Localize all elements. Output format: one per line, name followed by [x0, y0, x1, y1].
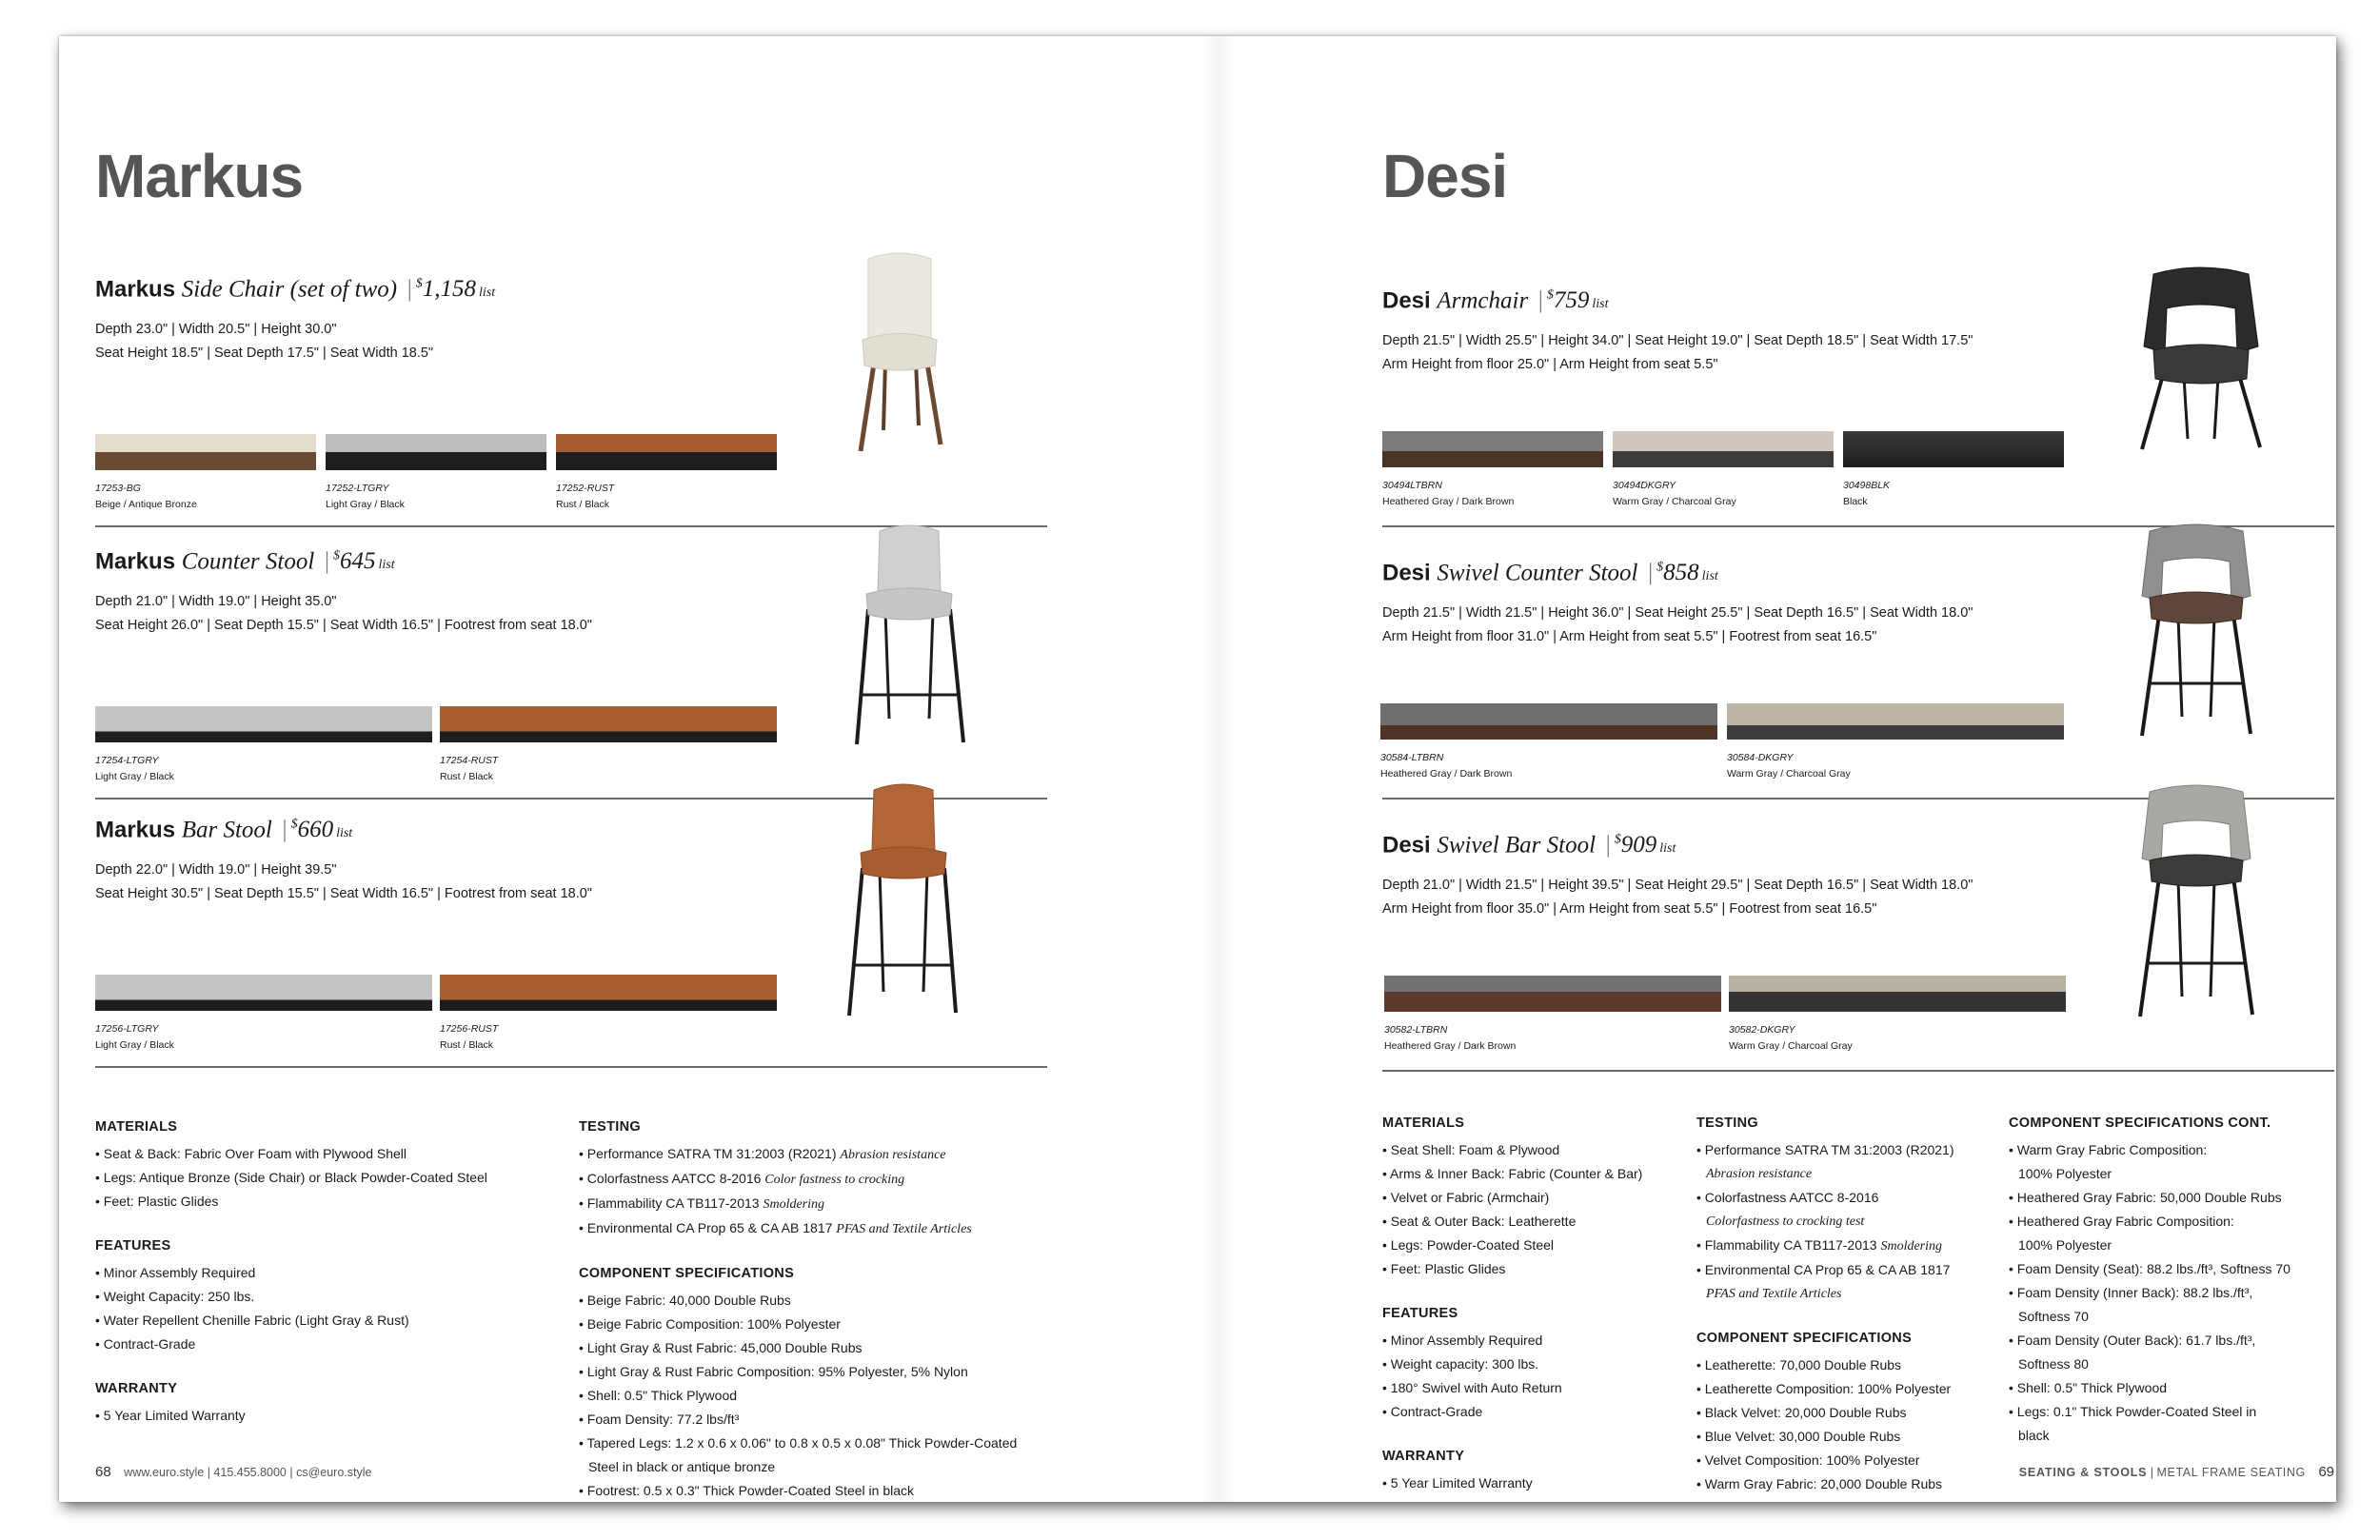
spec-item: • Leatherette Composition: 100% Polyester: [1696, 1381, 1952, 1396]
spec-item: • Heathered Gray Fabric Composition:: [2009, 1214, 2234, 1229]
swatch-color: Light Gray / Black: [326, 499, 405, 510]
product-title: [1382, 282, 1609, 319]
spec-item: • Minor Assembly Required: [95, 1265, 256, 1280]
warranty-heading: WARRANTY: [1382, 1449, 1465, 1464]
spec-item-continued: Steel in black or antique bronze: [588, 1459, 776, 1474]
list-label: list: [1659, 841, 1676, 857]
product-dimensions: [95, 318, 433, 365]
product-model: Swivel Bar Stool: [1437, 832, 1597, 859]
spec-item: • Foam Density (Inner Back): 88.2 lbs./ft³,: [2009, 1285, 2253, 1300]
swatch-color: Warm Gray / Charcoal Gray: [1729, 1040, 1853, 1052]
page-gutter: [1200, 36, 1238, 1502]
product-dimensions: [95, 859, 592, 906]
spec-item: • Footrest: 0.5 x 0.3" Thick Powder-Coated Steel in black: [579, 1483, 915, 1498]
product-bar-stool: [95, 811, 1047, 1070]
fabric-swatch: [1843, 431, 2064, 507]
spec-item: • Light Gray & Rust Fabric Composition: 95% Polyester, 5% Nylon: [579, 1364, 968, 1379]
swatch-color: Black: [1843, 496, 1868, 507]
swatch-color: Warm Gray / Charcoal Gray: [1613, 496, 1736, 507]
spec-item: • 180° Swivel with Auto Return: [1382, 1380, 1562, 1395]
swatch-code: 17252-LTGRY: [326, 483, 389, 494]
product-price: $645: [333, 548, 376, 575]
materials-heading: MATERIALS: [1382, 1116, 1465, 1131]
spec-column-1: [1382, 1116, 1642, 1520]
spec-column-2: [1696, 1116, 1954, 1521]
product-price: $660: [290, 817, 334, 843]
page-left: [95, 36, 1200, 1502]
spec-item: • Colorfastness AATCC 8-2016 Color fastness to crocking: [579, 1171, 905, 1187]
materials-heading: MATERIALS: [95, 1119, 178, 1135]
warranty-heading: WARRANTY: [95, 1381, 178, 1396]
page-title: Markus: [95, 142, 304, 210]
swatch-code: 17256-RUST: [440, 1023, 499, 1035]
swatch-rust-black: [440, 706, 777, 742]
product-model: Side Chair (set of two): [181, 276, 398, 303]
section-divider: [95, 1066, 1047, 1068]
spec-item: • Shell: 0.5" Thick Plywood: [2009, 1380, 2168, 1395]
dimensions-line-2: Seat Height 18.5" | Seat Depth 17.5" | Seat Width 18.5": [95, 346, 434, 361]
swatch-lightgray-black: [95, 975, 432, 1011]
dimensions-line-2: Arm Height from floor 31.0" | Arm Height from seat 5.5" | Footrest from seat 16.5": [1382, 629, 1877, 644]
spec-item: • Beige Fabric Composition: 100% Polyester: [579, 1316, 841, 1332]
product-model: Swivel Counter Stool: [1437, 560, 1638, 586]
swatch-warm-gray-charcoal: [1727, 703, 2064, 740]
product-title: [1382, 826, 1676, 863]
spec-item-continued: 100% Polyester: [2018, 1237, 2112, 1253]
swatch-color: Heathered Gray / Dark Brown: [1380, 768, 1513, 780]
product-brand: Desi: [1382, 832, 1431, 859]
product-swivel-counter-stool: [1382, 554, 2334, 803]
spec-item: • Colorfastness AATCC 8-2016: [1696, 1190, 1879, 1205]
counter-stool-image: [847, 523, 971, 752]
fabric-swatch: [95, 434, 316, 510]
swatch-code: 17252-RUST: [556, 483, 615, 494]
spec-item: • Flammability CA TB117-2013 Smoldering: [1696, 1237, 1943, 1254]
features-list: [1382, 1329, 1642, 1424]
swatch-warm-gray-charcoal: [1729, 976, 2066, 1012]
product-counter-stool: [95, 543, 1047, 801]
page-title: Desi: [1382, 142, 1508, 210]
component-specs-list: [579, 1289, 1017, 1503]
page-footer-left: [95, 1464, 371, 1480]
component-specs-heading: COMPONENT SPECIFICATIONS: [579, 1266, 795, 1281]
product-model: Counter Stool: [181, 548, 315, 575]
product-price: $909: [1614, 832, 1657, 859]
title-divider: |: [282, 817, 288, 843]
spec-item: • Performance SATRA TM 31:2003 (R2021) Abrasion resistance: [579, 1146, 946, 1162]
swatch-lightgray-black: [95, 706, 432, 742]
list-label: list: [1701, 569, 1718, 584]
spec-item: • Velvet or Fabric (Armchair): [1382, 1190, 1550, 1205]
swatch-code: 17254-LTGRY: [95, 755, 159, 766]
dimensions-line-1: Depth 22.0" | Width 19.0" | Height 39.5": [95, 862, 337, 878]
spec-item: • Warm Gray Fabric Composition:: [2009, 1142, 2208, 1157]
swatch-heathered-gray-brown: [1380, 703, 1717, 740]
title-divider: |: [324, 548, 329, 575]
spec-item: • Legs: Powder-Coated Steel: [1382, 1237, 1555, 1253]
section-divider: [1382, 1070, 2334, 1072]
swatch-color: Rust / Black: [556, 499, 610, 510]
swatch-color: Heathered Gray / Dark Brown: [1382, 496, 1515, 507]
list-label: list: [336, 826, 353, 841]
product-price: $1,158: [415, 276, 477, 303]
product-swivel-bar-stool: [1382, 826, 2334, 1076]
swatch-code: 30582-LTBRN: [1384, 1024, 1448, 1036]
spec-item: • Performance SATRA TM 31:2003 (R2021): [1696, 1142, 1954, 1157]
swatch-code: 30494DKGRY: [1613, 480, 1676, 491]
spec-item-note: Colorfastness to crocking test: [1706, 1214, 1865, 1229]
product-price: $759: [1546, 287, 1590, 314]
side-chair-image: [828, 249, 971, 459]
subsection-name: METAL FRAME SEATING: [2156, 1466, 2306, 1479]
fabric-swatch: [1384, 976, 1721, 1052]
fabric-swatch: [440, 975, 777, 1051]
swatch-code: 17254-RUST: [440, 755, 499, 766]
spec-item: • Leatherette: 70,000 Double Rubs: [1696, 1357, 1902, 1372]
spec-item-continued: black: [2018, 1428, 2050, 1443]
dimensions-line-2: Arm Height from floor 25.0" | Arm Height from seat 5.5": [1382, 357, 1718, 372]
swatch-color: Light Gray / Black: [95, 771, 174, 782]
fabric-swatch: [1729, 976, 2066, 1052]
fabric-swatch: [1727, 703, 2064, 780]
testing-list: [1696, 1138, 1954, 1306]
product-side-chair: [95, 270, 1047, 529]
fabric-swatch: [1613, 431, 1834, 507]
swatch-code: 30494LTBRN: [1382, 480, 1442, 491]
swatch-code: 30584-LTBRN: [1380, 752, 1444, 763]
product-dimensions: [1382, 874, 1973, 921]
swatch-code: 30498BLK: [1843, 480, 1891, 491]
product-model: Bar Stool: [181, 817, 272, 843]
swivel-bar-stool-image: [2125, 782, 2268, 1020]
spec-item: • Weight capacity: 300 lbs.: [1382, 1356, 1539, 1372]
dimensions-line-1: Depth 21.0" | Width 21.5" | Height 39.5" | Seat Height 29.5" | Seat Depth 16.5" | Seat Width 18.0": [1382, 878, 1973, 893]
product-title: [95, 811, 352, 848]
spec-item: • Seat & Outer Back: Leatherette: [1382, 1214, 1577, 1229]
product-brand: Markus: [95, 817, 176, 843]
fabric-swatch: [440, 706, 777, 782]
swatch-color: Warm Gray / Charcoal Gray: [1727, 768, 1851, 780]
catalog-spread: [59, 36, 2336, 1502]
bar-stool-image: [842, 782, 965, 1020]
product-armchair: [1382, 282, 2334, 531]
fabric-swatch: [95, 975, 432, 1051]
dimensions-line-2: Arm Height from floor 35.0" | Arm Height from seat 5.5" | Footrest from seat 16.5": [1382, 901, 1877, 917]
swatch-code: 30584-DKGRY: [1727, 752, 1794, 763]
dimensions-line-2: Seat Height 30.5" | Seat Depth 15.5" | Seat Width 16.5" | Footrest from seat 18.0": [95, 886, 592, 901]
product-title: [1382, 554, 1718, 591]
product-model: Armchair: [1437, 287, 1529, 314]
swatch-heathered-gray-brown: [1382, 431, 1603, 467]
spec-item: • Blue Velvet: 30,000 Double Rubs: [1696, 1429, 1901, 1444]
spec-item: • Foam Density (Seat): 88.2 lbs./ft³, Softness 70: [2009, 1261, 2291, 1276]
spec-column-3: [2009, 1116, 2291, 1472]
swatch-color: Light Gray / Black: [95, 1039, 174, 1051]
swatch-warm-gray-charcoal: [1613, 431, 1834, 467]
list-label: list: [479, 286, 496, 301]
spec-item: • Feet: Plastic Glides: [95, 1194, 219, 1209]
dimensions-line-1: Depth 21.5" | Width 25.5" | Height 34.0" | Seat Height 19.0" | Seat Depth 18.5" | Seat Width 17.5": [1382, 333, 1973, 348]
spec-item: • Seat Shell: Foam & Plywood: [1382, 1142, 1560, 1157]
spec-item: • Weight Capacity: 250 lbs.: [95, 1289, 255, 1304]
spec-column-2: [579, 1119, 1017, 1528]
spec-item-note: Abrasion resistance: [1706, 1167, 1813, 1181]
materials-list: [1382, 1138, 1642, 1281]
spec-item: • Environmental CA Prop 65 & CA AB 1817: [1696, 1262, 1951, 1277]
swatch-lightgray-black: [326, 434, 546, 470]
title-divider: |: [407, 276, 412, 303]
list-label: list: [1592, 297, 1609, 312]
spec-item: • Contract-Grade: [1382, 1404, 1483, 1419]
swatch-beige-bronze: [95, 434, 316, 470]
swatch-heathered-gray-brown: [1384, 976, 1721, 1012]
component-specs-list: [1696, 1353, 1954, 1496]
spec-item: • Foam Density (Outer Back): 61.7 lbs./ft³,: [2009, 1333, 2256, 1348]
product-price: $858: [1656, 560, 1699, 586]
spec-item: • Heathered Gray Fabric: 50,000 Double Rubs: [2009, 1190, 2282, 1205]
spec-item: • Tapered Legs: 1.2 x 0.6 x 0.06" to 0.8 x 0.5 x 0.08" Thick Powder-Coated: [579, 1435, 1018, 1451]
title-divider: |: [1537, 287, 1543, 314]
spec-item-note: PFAS and Textile Articles: [1706, 1287, 1842, 1301]
spec-item: • Legs: Antique Bronze (Side Chair) or Black Powder-Coated Steel: [95, 1170, 487, 1185]
section-name: SEATING & STOOLS: [2018, 1466, 2148, 1479]
warranty-list: [95, 1404, 487, 1428]
page-right: [1382, 36, 2334, 1502]
spec-item: • Water Repellent Chenille Fabric (Light Gray & Rust): [95, 1313, 409, 1328]
spec-item: • 5 Year Limited Warranty: [95, 1408, 246, 1423]
contact-info: www.euro.style | 415.455.8000 | cs@euro.style: [124, 1466, 372, 1479]
spec-item-continued: Softness 80: [2018, 1356, 2089, 1372]
product-dimensions: [1382, 329, 1973, 377]
dimensions-line-1: Depth 21.0" | Width 19.0" | Height 35.0": [95, 594, 337, 609]
spec-item: • Environmental CA Prop 65 & CA AB 1817 PFAS and Textile Articles: [579, 1220, 972, 1236]
swatch-rust-black: [556, 434, 777, 470]
component-specs-heading: COMPONENT SPECIFICATIONS: [1696, 1331, 1913, 1346]
product-brand: Markus: [95, 276, 176, 303]
spec-column-1: [95, 1119, 487, 1452]
swatch-color: Beige / Antique Bronze: [95, 499, 197, 510]
dimensions-line-1: Depth 23.0" | Width 20.5" | Height 30.0": [95, 322, 337, 337]
armchair-image: [2125, 263, 2277, 453]
dimensions-line-1: Depth 21.5" | Width 21.5" | Height 36.0" | Seat Height 25.5" | Seat Depth 16.5" | Seat Width 18.0": [1382, 605, 1973, 621]
swatch-color: Heathered Gray / Dark Brown: [1384, 1040, 1517, 1052]
testing-list: [579, 1142, 1017, 1241]
features-heading: FEATURES: [1382, 1306, 1458, 1321]
swatch-color: Rust / Black: [440, 771, 494, 782]
spec-item: • Contract-Grade: [95, 1336, 196, 1352]
spec-item: • Beige Fabric: 40,000 Double Rubs: [579, 1293, 791, 1308]
footer-divider: |: [2147, 1466, 2157, 1479]
spec-item: • Feet: Plastic Glides: [1382, 1261, 1506, 1276]
spec-item: • Foam Density: 77.2 lbs/ft³: [579, 1412, 740, 1427]
fabric-swatch: [1382, 431, 1603, 507]
product-dimensions: [1382, 602, 1973, 649]
product-brand: Markus: [95, 548, 176, 575]
spec-item: • Black Velvet: 20,000 Double Rubs: [1696, 1405, 1907, 1420]
spec-item: • Velvet Composition: 100% Polyester: [1696, 1452, 1920, 1468]
component-specs-cont-list: [2009, 1138, 2291, 1448]
fabric-swatch: [556, 434, 777, 510]
page-number: 69: [2318, 1464, 2334, 1480]
spec-item: • Warm Gray Fabric: 20,000 Double Rubs: [1696, 1476, 1943, 1491]
swatch-code: 17256-LTGRY: [95, 1023, 159, 1035]
spec-item: • 5 Year Limited Warranty: [1382, 1475, 1533, 1491]
product-brand: Desi: [1382, 287, 1431, 314]
spec-item: • Legs: 0.1" Thick Powder-Coated Steel in: [2009, 1404, 2257, 1419]
swatch-code: 17253-BG: [95, 483, 141, 494]
swatch-color: Rust / Black: [440, 1039, 494, 1051]
testing-heading: TESTING: [1696, 1116, 1758, 1131]
features-list: [95, 1261, 487, 1356]
spec-item: • Arms & Inner Back: Fabric (Counter & Bar): [1382, 1166, 1643, 1181]
warranty-list: [1382, 1471, 1642, 1495]
materials-list: [95, 1142, 487, 1214]
fabric-swatch: [1380, 703, 1717, 780]
spec-item: • Shell: 0.5" Thick Plywood: [579, 1388, 738, 1403]
swatch-code: 30582-DKGRY: [1729, 1024, 1795, 1036]
component-specs-cont-heading: COMPONENT SPECIFICATIONS CONT.: [2009, 1116, 2271, 1131]
title-divider: |: [1605, 832, 1611, 859]
list-label: list: [378, 558, 395, 573]
page-footer-right: [2019, 1464, 2334, 1480]
spec-item-continued: 100% Polyester: [2018, 1166, 2112, 1181]
features-heading: FEATURES: [95, 1238, 171, 1254]
spec-item: • Flammability CA TB117-2013 Smoldering: [579, 1195, 825, 1212]
spec-item-continued: Softness 70: [2018, 1309, 2089, 1324]
page-number: 68: [95, 1464, 111, 1480]
testing-heading: TESTING: [579, 1119, 641, 1135]
title-divider: |: [1648, 560, 1654, 586]
fabric-swatch: [326, 434, 546, 510]
swatch-rust-black: [440, 975, 777, 1011]
product-title: [95, 270, 495, 307]
product-brand: Desi: [1382, 560, 1431, 586]
fabric-swatch: [95, 706, 432, 782]
swatch-black: [1843, 431, 2064, 467]
product-title: [95, 543, 395, 580]
product-dimensions: [95, 590, 592, 638]
swivel-counter-stool-image: [2125, 522, 2268, 740]
spec-item: • Light Gray & Rust Fabric: 45,000 Double Rubs: [579, 1340, 863, 1355]
spec-item: • Minor Assembly Required: [1382, 1333, 1543, 1348]
dimensions-line-2: Seat Height 26.0" | Seat Depth 15.5" | Seat Width 16.5" | Footrest from seat 18.0": [95, 618, 592, 633]
spec-item: • Seat & Back: Fabric Over Foam with Plywood Shell: [95, 1146, 407, 1161]
